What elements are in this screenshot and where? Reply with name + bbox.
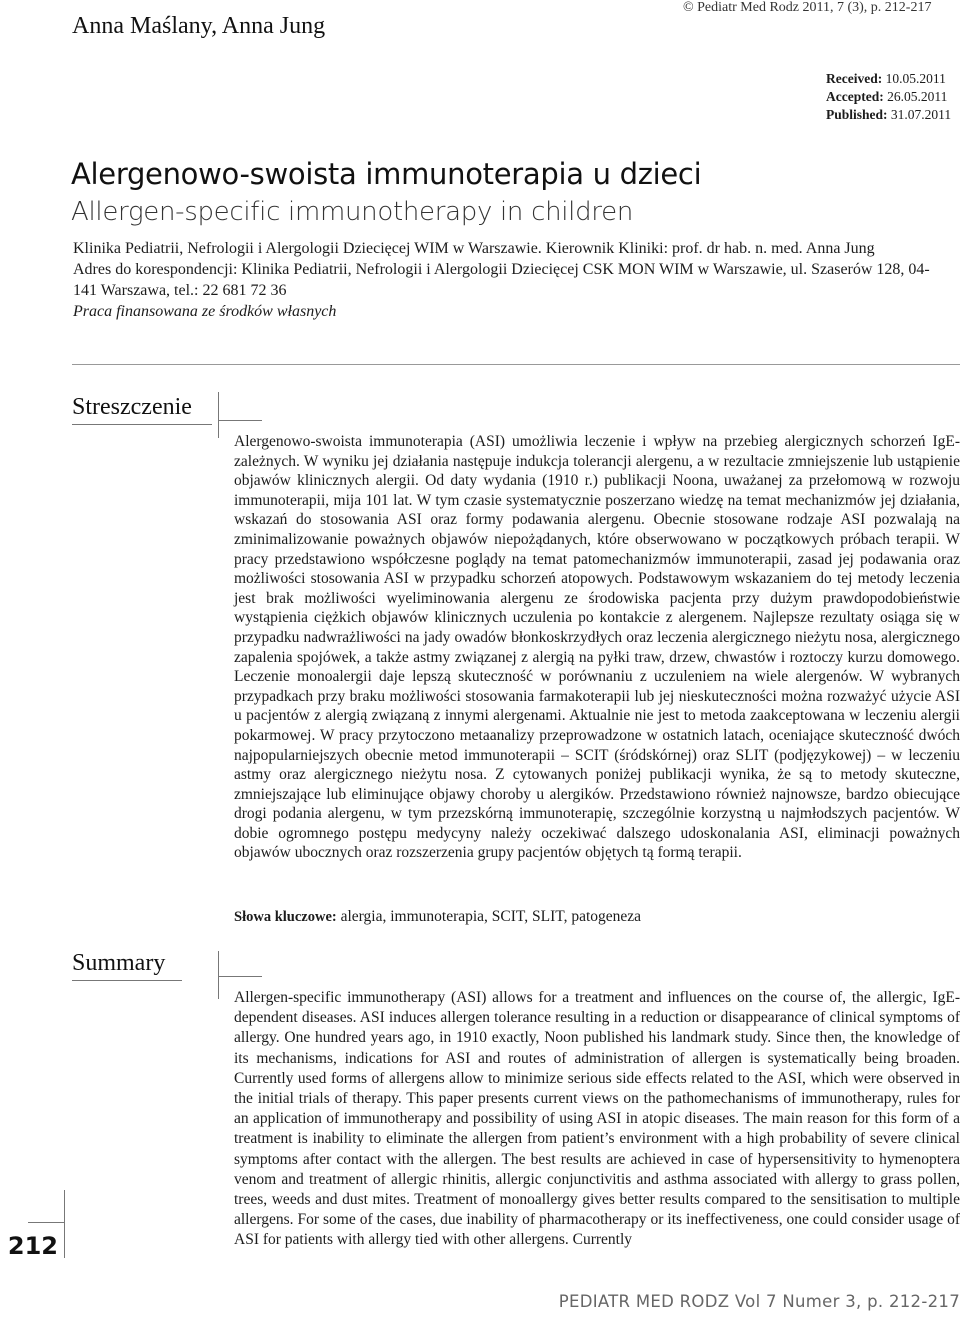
summary-text: Allergen-specific immunotherapy (ASI) allows for a treatment and influences on the course of, the allergic, IgE-dependent diseases. ASI induces allergen tolerance resulting in a reduction or disappearance of clinical symptoms of allergy. One hundred years ago, in 1910 exactly, Noon published his landmark study. Since then, the knowledge of its mechanisms, indications for ASI and routes of administration of allergen is systematically being broaden. Currently used forms of allergens allow to minimize serious side effects related to the ASI, which were observed in the initial trials of therapy. This paper presents current views on the pathomechanisms of immunotherapy, rules for an application of immunotherapy and possibility of using ASI in atopic diseases. The main reason for this form of a treatment is inability to eliminate the allergen from patient’s environment with a high probability of severe clinical symptoms after contact with the allergen. The best results are achieved in case of hypersensitivity to hymenoptera venom and treatment of allergic rhinitis, allergic conjunctivitis and asthma associated with allergy to grass pollen, trees, weeds and dust mites. Treatment of monoallergy gives better results compared to the sensitisation to multiple allergens. For some of the cases, due inability of pharmacotherapy or its ineffectiveness, one could consider usage of ASI for patients with allergy tied with other allergens. Currently [234, 989, 960, 1249]
keywords-label: Słowa kluczowe: [234, 909, 337, 925]
authors: Anna Maślany, Anna Jung [72, 13, 326, 39]
journal-footer: PEDIATR MED RODZ Vol 7 Numer 3, p. 212-217 [558, 1292, 960, 1311]
heading-bracket-tick [218, 976, 262, 977]
title-polish: Alergenowo-swoista immunoterapia u dzieci [71, 157, 702, 191]
affiliation-line: Klinika Pediatrii, Nefrologii i Alergologii Dziecięcej WIM w Warszawie. Kierownik Kliniki: prof. dr hab. n. med. Anna Jung [73, 240, 875, 257]
published-date [826, 106, 951, 124]
funding-note: Praca finansowana ze środków własnych [73, 303, 337, 320]
heading-underline [72, 424, 212, 425]
article-dates [826, 70, 951, 124]
accepted-value: 26.05.2011 [887, 89, 948, 104]
title-english: Allergen-specific immunotherapy in children [71, 197, 633, 227]
received-value: 10.05.2011 [885, 71, 946, 86]
accepted-label: Accepted: [826, 89, 884, 104]
section-divider [72, 364, 960, 365]
accepted-date [826, 88, 951, 106]
journal-citation: © Pediatr Med Rodz 2011, 7 (3), p. 212-217 [683, 0, 932, 15]
heading-bracket [218, 392, 219, 438]
published-label: Published: [826, 107, 888, 122]
page-number: 212 [7, 1232, 58, 1260]
heading-bracket-tick [218, 420, 262, 421]
abstract-text: Alergenowo-swoista immunoterapia (ASI) umożliwia leczenie i wpływ na przebieg alergicznych schorzeń IgE-zależnych. W wyniku jej działania następuje indukcja tolerancji alergenu, a w rezultacie zmniejszenie lub ustąpienie objawów klinicznych alergii. Od daty wydania (1910 r.) publikacji Noona, uważanej za przełomową w rozwoju immunoterapii, mija 101 lat. W tym czasie systematycznie poszerzano wiedzę na temat mechanizmów jej działania, wskazań do stosowania ASI oraz formy podawania alergenu. Obecnie stosowane rodzaje ASI pozwalają na zminimalizowanie poważnych objawów niepożądanych, które obserwowano w początkowych próbach terapii. W pracy przedstawiono współczesne poglądy na temat patomechanizmów immunoterapii, zasad jej podawania oraz możliwości stosowania ASI w przypadku schorzeń atopowych. Podstawowym wskazaniem do tej metody leczenia jest brak możliwości wyeliminowania alergenu ze środowiska pacjenta przy dużym prawdopodobieństwie wystąpienia ciężkich objawów klinicznych uczulenia po kontakcie z alergenem. Najlepsze rezultaty osiąga się w przypadku nadwrażliwości na jady owadów błonkoskrzydłych oraz leczenia alergicznego nieżytu nosa, alergicznego zapalenia spojówek, a także astmy związanej z alergią na pyłki traw, drzew, chwastów i roztoczy kurzu domowego. Leczenie monoalergii daje lepszą skuteczność w porównaniu z uczuleniem na wiele alergenów. W wybranych przypadkach przy braku możliwości stosowania farmakoterapii lub jej nieskuteczności można rozważyć użycie ASI u pacjentów z alergią związaną z innymi alergenami. Aktualnie nie jest to metoda zaakceptowana w leczeniu alergii pokarmowej. W pracy przytoczono metaanalizy przeprowadzone w ostatnich latach, oceniające skuteczność dwóch najpopularniejszych obecnie metod immunoterapii – SCIT (śródskórnej) oraz SLIT (podjęzykowej) – w leczeniu astmy oraz alergicznego nieżytu nosa. Z cytowanych poniżej publikacji wynika, że są to metody skuteczne, zmniejszające lub eliminujące objawy choroby u alergików. Przedstawiono również najnowsze, bardzo obiecujące drogi podania alergenu, w tym przezskórną immunoterapię, szczególnie korzystną u najmłodszych pacjentów. W dobie ogromnego postępu medycyny należy oczekiwać dalszego udoskonalania ASI, eliminacji poważnych objawów ubocznych oraz rozszerzenia grupy pacjentów objętych tą formą terapii. [234, 433, 960, 862]
keywords [234, 908, 641, 926]
page-number-bracket [64, 1190, 65, 1258]
summary-heading: Summary [72, 950, 166, 976]
streszczenie-heading: Streszczenie [72, 394, 192, 420]
received-date [826, 70, 951, 88]
page-number-bracket-tick [28, 1222, 64, 1223]
correspondence-address: Adres do korespondencji: Klinika Pediatrii, Nefrologii i Alergologii Dziecięcej CSK MON WIM w Warszawie, ul. Szaserów 128, 04-141 Warszawa, tel.: 22 681 72 36 [73, 261, 930, 299]
received-label: Received: [826, 71, 883, 86]
keywords-value: alergia, immunoterapia, SCIT, SLIT, patogeneza [340, 908, 642, 925]
published-value: 31.07.2011 [890, 107, 952, 122]
heading-underline [72, 980, 182, 981]
heading-bracket [218, 951, 219, 999]
affiliation-block [73, 238, 953, 322]
